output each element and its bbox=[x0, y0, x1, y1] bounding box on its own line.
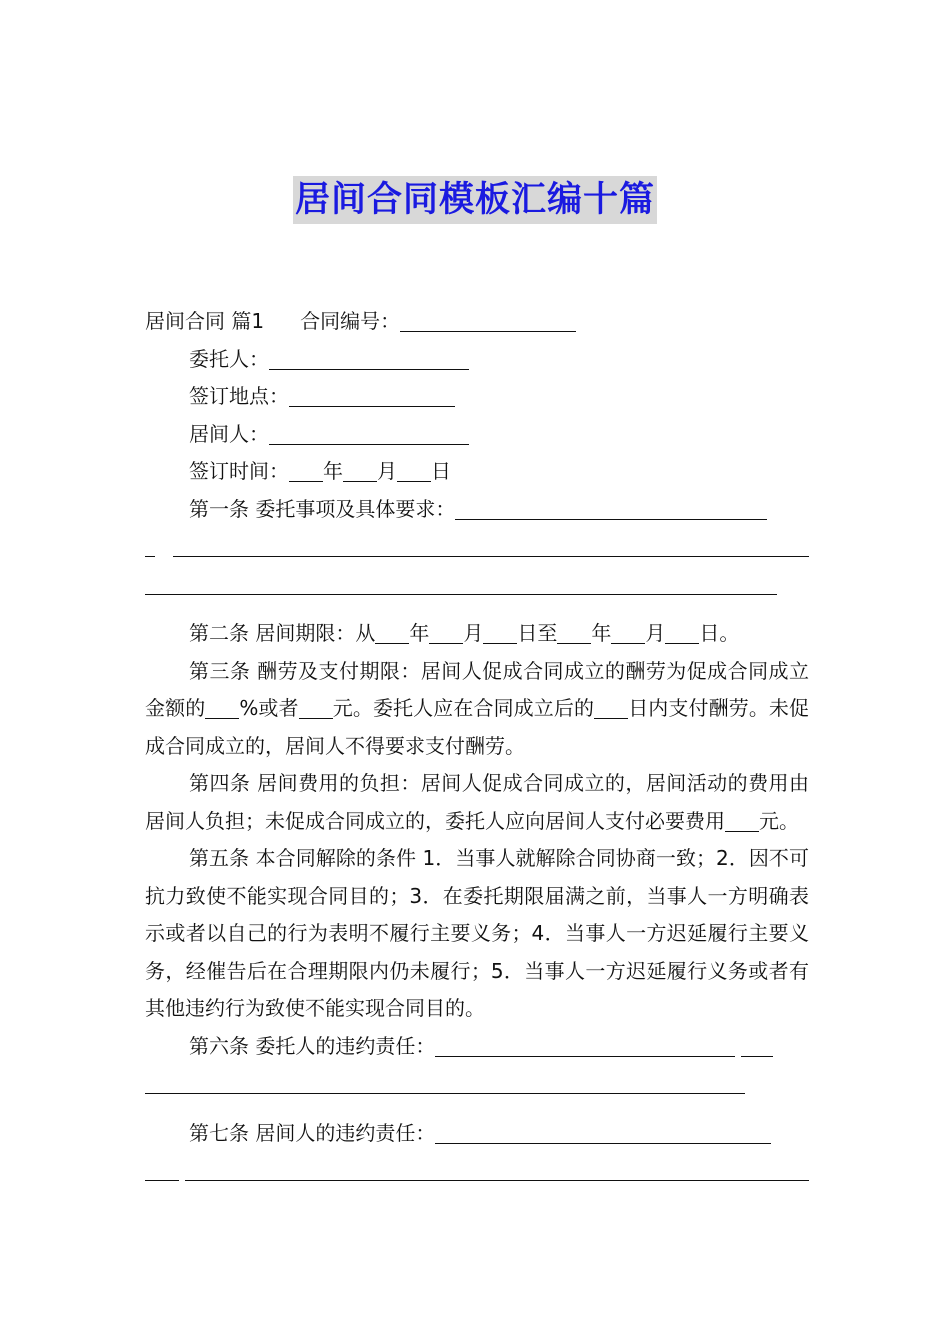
client-line bbox=[145, 341, 809, 379]
client-blank[interactable] bbox=[269, 347, 469, 370]
document-title-text: 居间合同模板汇编十篇 bbox=[293, 176, 657, 224]
article4-text-1: 第四条 居间费用的负担：居间人促成合同成立的，居间活动的费用由居间人负担；未促成合同成立的，委托人应向居间人支付必要费用 bbox=[145, 771, 809, 833]
article7-line bbox=[145, 1115, 809, 1153]
client-label: 委托人： bbox=[189, 346, 269, 371]
place-line bbox=[145, 378, 809, 416]
article1-line bbox=[145, 491, 809, 529]
a2-year-blank[interactable] bbox=[375, 621, 409, 644]
day-text: 日 bbox=[431, 459, 451, 483]
article3-text-4: 日内支付酬劳。未促成合同成立的，居间人不得要求支付酬劳。 bbox=[145, 696, 810, 758]
a2-year2-blank[interactable] bbox=[557, 621, 591, 644]
article1-line-3 bbox=[145, 566, 809, 604]
article2-prefix: 第二条 居间期限：从 bbox=[189, 621, 376, 645]
intermediary-blank[interactable] bbox=[269, 422, 469, 445]
intermediary-line bbox=[145, 416, 809, 454]
article1-label: 第一条 委托事项及具体要求： bbox=[189, 496, 456, 521]
article7-line-2 bbox=[145, 1152, 809, 1190]
a2-month-blank[interactable] bbox=[429, 621, 463, 644]
a3-days-blank[interactable] bbox=[594, 696, 628, 719]
a2-day2-blank[interactable] bbox=[665, 621, 699, 644]
section-heading: 居间合同 篇1 bbox=[145, 309, 265, 333]
article1-blank-2[interactable] bbox=[145, 534, 155, 557]
year-text: 年 bbox=[323, 459, 343, 483]
article1-blank-1[interactable] bbox=[455, 497, 767, 520]
article2-line bbox=[145, 615, 809, 653]
month-blank[interactable] bbox=[343, 459, 377, 482]
intermediary-label: 居间人： bbox=[189, 421, 269, 446]
time-line bbox=[145, 453, 809, 491]
a4-amount-blank[interactable] bbox=[725, 809, 759, 832]
a3-amount-blank[interactable] bbox=[299, 696, 333, 719]
a2-end-text: 日。 bbox=[699, 621, 740, 645]
article3-paragraph bbox=[145, 653, 809, 766]
article5-text: 第五条 本合同解除的条件 1．当事人就解除合同协商一致；2．因不可抗力致使不能实现合同目的；3．在委托期限届满之前，当事人一方明确表示或者以自己的行为表明不履行主要义务；4．当事人一方迟延履行主要义务，经催告后在合理期限内仍未履行；5．当事人一方迟延履行义务或者有其他违约行为致使不能实现合同目的。 bbox=[145, 846, 809, 1020]
article7-blank-2[interactable] bbox=[145, 1158, 179, 1181]
article7-blank-1[interactable] bbox=[435, 1121, 771, 1144]
header-line bbox=[145, 303, 809, 341]
article3-text-1: 第三条 酬劳及支付期限：居间人促成合同成立的酬劳为促成合同成立金额的 bbox=[145, 658, 809, 720]
article1-line-2 bbox=[145, 528, 809, 566]
month-text: 月 bbox=[377, 459, 397, 483]
article6-line-2 bbox=[145, 1065, 809, 1103]
article1-blank-3[interactable] bbox=[173, 534, 809, 557]
article4-text-2: 元。 bbox=[759, 808, 799, 833]
a2-day-blank[interactable] bbox=[483, 621, 517, 644]
article1-blank-4[interactable] bbox=[145, 572, 777, 595]
a2-month2-blank[interactable] bbox=[611, 621, 645, 644]
contract-no-label: 合同编号： bbox=[300, 309, 401, 333]
document-title bbox=[0, 176, 950, 224]
article6-blank-1[interactable] bbox=[435, 1034, 735, 1057]
article5-paragraph bbox=[145, 840, 809, 1028]
a2-until-text: 日至 bbox=[517, 621, 558, 645]
place-label: 签订地点： bbox=[189, 384, 289, 408]
day-blank[interactable] bbox=[397, 459, 431, 482]
time-label: 签订时间： bbox=[189, 459, 289, 483]
a2-year-text: 年 bbox=[409, 621, 430, 645]
article6-line bbox=[145, 1028, 809, 1066]
article6-blank-3[interactable] bbox=[145, 1071, 745, 1094]
article3-text-2: %或者 bbox=[239, 696, 299, 720]
contract-no-blank[interactable] bbox=[400, 309, 576, 332]
article6-blank-2[interactable] bbox=[741, 1034, 773, 1057]
year-blank[interactable] bbox=[289, 459, 323, 482]
article7-blank-3[interactable] bbox=[185, 1158, 809, 1181]
a2-month2-text: 月 bbox=[645, 621, 666, 645]
document-body bbox=[145, 303, 809, 1190]
article6-label: 第六条 委托人的违约责任： bbox=[189, 1033, 436, 1058]
a3-percent-blank[interactable] bbox=[205, 696, 239, 719]
a2-month-text: 月 bbox=[463, 621, 484, 645]
article4-paragraph bbox=[145, 765, 809, 840]
article3-text-3: 元。委托人应在合同成立后的 bbox=[332, 696, 595, 720]
a2-year2-text: 年 bbox=[591, 621, 612, 645]
article7-label: 第七条 居间人的违约责任： bbox=[189, 1120, 436, 1145]
place-blank[interactable] bbox=[289, 384, 455, 407]
